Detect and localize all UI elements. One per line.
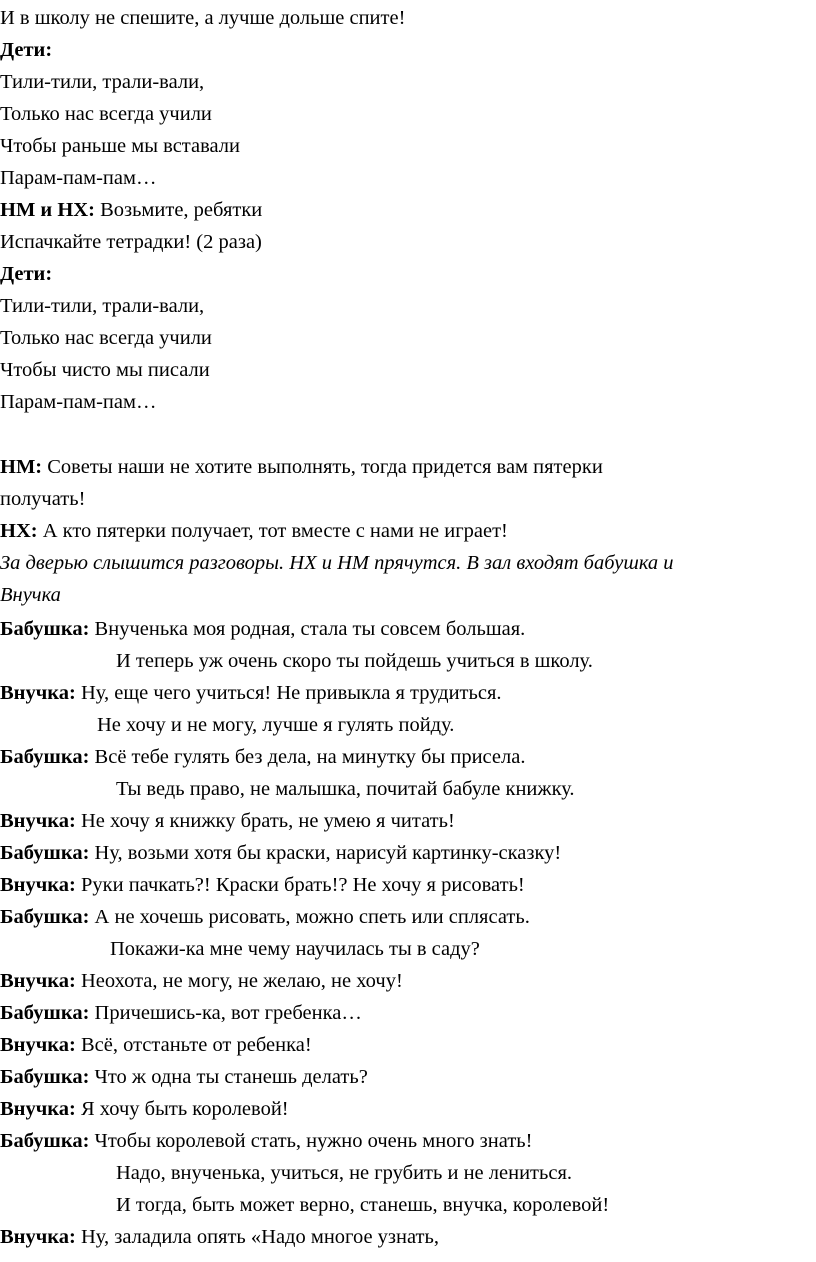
line-text: Только нас всегда учили <box>0 103 212 125</box>
line-text: Чтобы раньше мы вставали <box>0 135 240 157</box>
text-line <box>0 386 156 418</box>
line-text: Испачкайте тетрадки! (2 раза) <box>0 231 262 253</box>
line-text: Тили-тили, трали-вали, <box>0 295 205 317</box>
line-text: Чтобы королевой стать, нужно очень много знать! <box>89 1130 533 1152</box>
speaker-label: Бабушка: <box>0 1066 90 1088</box>
speaker-label: Дети: <box>0 39 53 61</box>
line-text: получать! <box>0 488 86 510</box>
line-text: Парам-пам-пам… <box>0 391 157 413</box>
line-text: Я хочу быть королевой! <box>75 1098 289 1120</box>
text-line <box>0 483 85 515</box>
line-text: Что ж одна ты станешь делать? <box>89 1066 368 1088</box>
speaker-label: НМ и НХ: <box>0 199 95 221</box>
speaker-label: Внучка: <box>0 810 76 832</box>
text-line <box>0 2 405 34</box>
dialogue-line <box>0 515 508 547</box>
line-text: Не хочу я книжку брать, не умею я читать! <box>75 810 455 832</box>
text-line <box>0 354 210 386</box>
dialogue-line <box>0 1221 439 1253</box>
dialogue-line <box>0 1093 289 1125</box>
stage-direction <box>0 547 674 579</box>
text-line <box>0 290 204 322</box>
line-text: Причешись-ка, вот гребенка… <box>89 1002 362 1024</box>
dialogue-line <box>0 997 362 1029</box>
text-line <box>0 66 204 98</box>
speaker-label: Бабушка: <box>0 842 90 864</box>
stage-direction <box>0 579 61 611</box>
line-text: Неохота, не могу, не желаю, не хочу! <box>75 970 403 992</box>
speaker-label: Бабушка: <box>0 1002 90 1024</box>
speaker-label: Внучка: <box>0 970 76 992</box>
line-text: Покажи-ка мне чему научилась ты в саду? <box>110 938 480 960</box>
line-text: За дверью слышится разговоры. НХ и НМ прячутся. В зал входят бабушка и <box>0 552 674 574</box>
line-text: Внучка <box>0 584 61 606</box>
dialogue-line <box>0 901 530 933</box>
line-text: И тогда, быть может верно, станешь, внучка, королевой! <box>116 1194 610 1216</box>
line-text: А не хочешь рисовать, можно спеть или сплясать. <box>89 906 530 928</box>
dialogue-line <box>0 1125 532 1157</box>
text-line <box>0 162 156 194</box>
dialogue-line <box>0 837 561 869</box>
line-text: Надо, внученька, учиться, не грубить и не лениться. <box>116 1162 572 1184</box>
speaker-label: Внучка: <box>0 874 76 896</box>
continuation-line <box>116 1189 609 1221</box>
continuation-line <box>116 1157 572 1189</box>
line-text: Только нас всегда учили <box>0 327 212 349</box>
line-text: И в школу не спешите, а лучше дольше спите! <box>0 7 406 29</box>
line-text: Внученька моя родная, стала ты совсем большая. <box>89 618 526 640</box>
continuation-line <box>110 933 480 965</box>
continuation-line <box>116 645 593 677</box>
speaker-label: НХ: <box>0 520 38 542</box>
line-text: Тили-тили, трали-вали, <box>0 71 205 93</box>
speaker-label: Внучка: <box>0 682 76 704</box>
dialogue-line <box>0 194 262 226</box>
dialogue-line <box>0 677 502 709</box>
line-text: Всё, отстаньте от ребенка! <box>75 1034 312 1056</box>
line-text: Ну, заладила опять «Надо многое узнать, <box>75 1226 439 1248</box>
continuation-line <box>97 709 454 741</box>
continuation-line <box>116 773 575 805</box>
speaker-label: НМ: <box>0 456 43 478</box>
speaker-line <box>0 34 52 66</box>
speaker-label: Бабушка: <box>0 1130 90 1152</box>
line-text: А кто пятерки получает, тот вместе с нами не играет! <box>37 520 508 542</box>
dialogue-line <box>0 613 525 645</box>
line-text: Не хочу и не могу, лучше я гулять пойду. <box>97 714 455 736</box>
line-text: Советы наши не хотите выполнять, тогда придется вам пятерки <box>42 456 603 478</box>
line-text: Возьмите, ребятки <box>94 199 263 221</box>
speaker-label: Дети: <box>0 263 53 285</box>
line-text: Ну, еще чего учиться! Не привыкла я трудиться. <box>75 682 502 704</box>
dialogue-line <box>0 1061 368 1093</box>
text-line <box>0 322 212 354</box>
dialogue-line <box>0 741 525 773</box>
text-line <box>0 226 262 258</box>
line-text: Руки пачкать?! Краски брать!? Не хочу я рисовать! <box>75 874 525 896</box>
speaker-label: Бабушка: <box>0 906 90 928</box>
line-text: Ты ведь право, не малышка, почитай бабуле книжку. <box>116 778 575 800</box>
speaker-label: Внучка: <box>0 1034 76 1056</box>
line-text: И теперь уж очень скоро ты пойдешь учиться в школу. <box>116 650 593 672</box>
speaker-line <box>0 258 52 290</box>
dialogue-line <box>0 965 403 997</box>
text-line <box>0 98 212 130</box>
speaker-label: Внучка: <box>0 1098 76 1120</box>
line-text: Ну, возьми хотя бы краски, нарисуй картинку-сказку! <box>89 842 562 864</box>
speaker-label: Внучка: <box>0 1226 76 1248</box>
text-line <box>0 130 240 162</box>
dialogue-line <box>0 1029 312 1061</box>
dialogue-line <box>0 805 455 837</box>
dialogue-line <box>0 869 525 901</box>
speaker-label: Бабушка: <box>0 618 90 640</box>
speaker-label: Бабушка: <box>0 746 90 768</box>
line-text: Чтобы чисто мы писали <box>0 359 210 381</box>
dialogue-line <box>0 451 603 483</box>
line-text: Парам-пам-пам… <box>0 167 157 189</box>
line-text: Всё тебе гулять без дела, на минутку бы присела. <box>89 746 526 768</box>
